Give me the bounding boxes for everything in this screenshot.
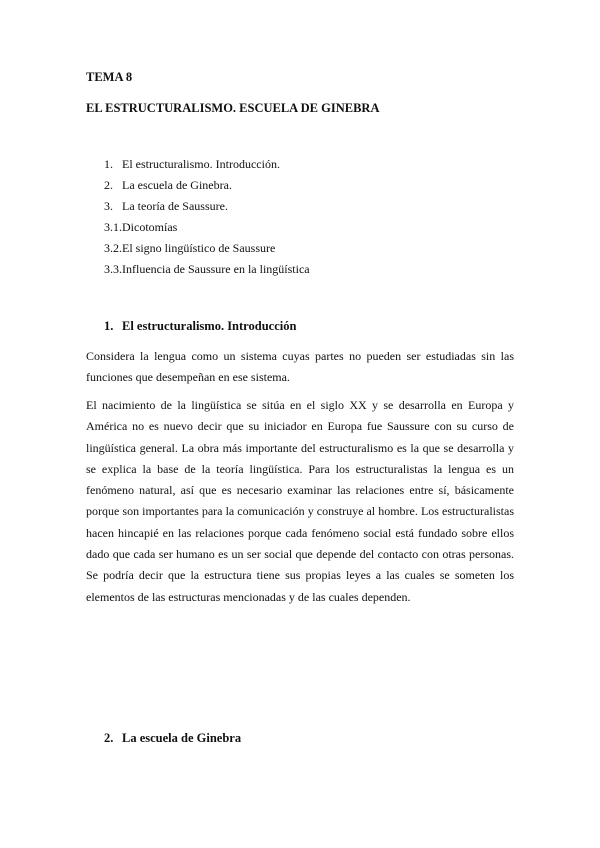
section-1-paragraph-1: Considera la lengua como un sistema cuyas partes no pueden ser estudiadas sin las funciones que desempeñan en ese sistema. (86, 349, 514, 385)
section-1-title: El estructuralismo. Introducción (122, 319, 297, 333)
toc-subitem-label: 3.1.Dicotomías (104, 220, 178, 234)
toc-item-number: 1. (104, 157, 113, 171)
toc-item (104, 196, 310, 217)
toc-subitem (104, 238, 310, 259)
table-of-contents (104, 154, 310, 280)
toc-item-number: 2. (104, 178, 113, 192)
toc-item-label: La teoría de Saussure. (122, 199, 228, 213)
toc-item-label: La escuela de Ginebra. (122, 178, 232, 192)
toc-subitem-label: 3.2.El signo lingüístico de Saussure (104, 241, 276, 255)
toc-subitem (104, 259, 310, 280)
section-2-title: La escuela de Ginebra (122, 731, 242, 745)
toc-item-label: El estructuralismo. Introducción. (122, 157, 280, 171)
toc-item (104, 175, 310, 196)
section-2-number: 2. (104, 731, 114, 745)
section-1-paragraph-2: El nacimiento de la lingüística se sitúa en el siglo XX y se desarrolla en Europa y América no es nuevo decir que su iniciador en Europa fue Saussure con su curso de lingüística general. La obra más importante del estructuralismo es la que se desarrolla y se explica la base de la teoría lingüística. Para los estructuralistas la lengua es un fenómeno natural, así que es necesario examinar las relaciones entre sí, básicamente porque son importantes para la comunicación y construye al hombre. Los estructuralistas hacen hincapié en las relaciones porque cada fenómeno social está fundado sobre ellos dado que cada ser humano es un ser social que depende del contacto con otras personas. Se podría decir que la estructura tiene sus propias leyes a las cuales se someten los elementos de las estructuras mencionadas y de las cuales dependen. (86, 398, 514, 604)
toc-subitem-label: 3.3.Influencia de Saussure en la lingüística (104, 262, 310, 276)
toc-item-number: 3. (104, 199, 113, 213)
toc-subitem (104, 217, 310, 238)
document-title: EL ESTRUCTURALISMO. ESCUELA DE GINEBRA (86, 101, 380, 115)
tema-heading: TEMA 8 (86, 70, 133, 84)
toc-item (104, 154, 310, 175)
section-1-number: 1. (104, 319, 114, 333)
section-1-heading (104, 319, 296, 334)
section-2-heading (104, 731, 241, 746)
